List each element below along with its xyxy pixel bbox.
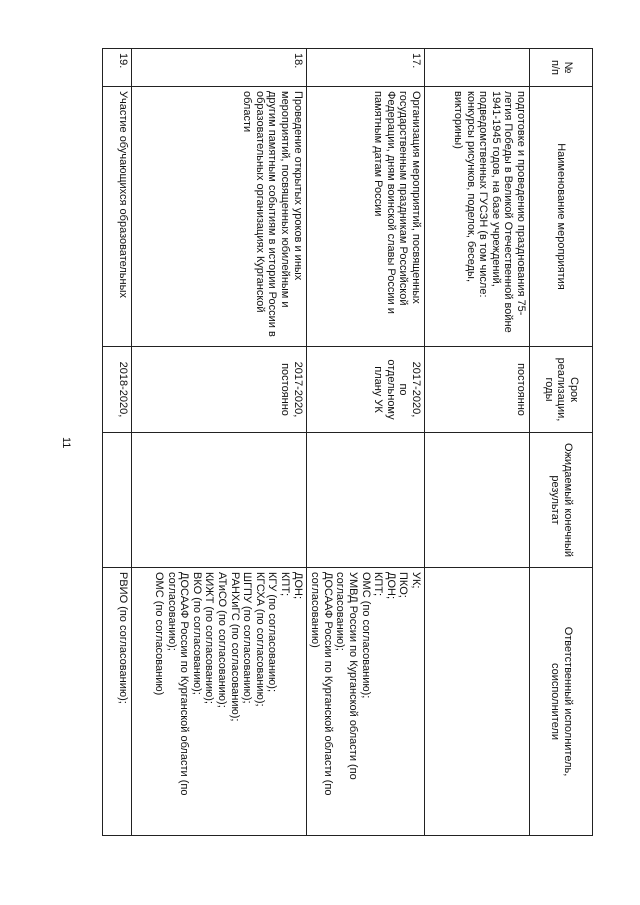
cell-num: 17. [306, 49, 424, 87]
cell-name: подготовке и проведению празднования 75-летия Победы в Великой Отечественной войне 1941-1945 годов, на базе учреждений, подведомственных ГУСЗН (в том числе: конкурсы рисунков, поделок, беседы, викторины) [425, 87, 530, 347]
header-executor: Ответственный исполнитель, соисполнители [530, 568, 593, 836]
header-num: № п/п [530, 49, 593, 87]
cell-term: 2017-2020, по отдельному плану УК [306, 347, 424, 433]
header-name: Наименование мероприятия [530, 87, 593, 347]
cell-name: Проведение открытых уроков и иных мероприятий, посвященных юбилейным и другим памятным событиям в истории России в образовательных организациях Курганской области [131, 87, 306, 347]
cell-num [425, 49, 530, 87]
cell-executor: РВИО (по согласованию); [102, 568, 131, 836]
plan-table [102, 48, 593, 836]
cell-executor [425, 568, 530, 836]
cell-name: Участие обучающихся образовательных [102, 87, 131, 347]
cell-term: постоянно [425, 347, 530, 433]
cell-result [102, 433, 131, 568]
cell-num: 19. [102, 49, 131, 87]
header-row [530, 49, 593, 836]
cell-num: 18. [131, 49, 306, 87]
header-term: Срок реализации, годы [530, 347, 593, 433]
cell-result [306, 433, 424, 568]
rotated-document-table [107, 48, 593, 835]
cell-result [425, 433, 530, 568]
cell-executor: ДОН; КПТ; КГУ (по согласованию); КГСХА (по согласованию); ШГПУ (по согласованию); РАНХиГС (по согласованию); АТиСО (по согласованию); КИЖТ (по согласованию); ВКО (по согласованию); ДОСААФ России по Курганской области (по согласованию); ОМС (по согласованию) [131, 568, 306, 836]
cell-result [131, 433, 306, 568]
page-number: 11 [60, 437, 72, 449]
header-result: Ожидаемый конечный результат [530, 433, 593, 568]
table-row [131, 49, 306, 836]
cell-term: 2017-2020, постоянно [131, 347, 306, 433]
table-row [102, 49, 131, 836]
table-row [425, 49, 530, 836]
cell-term: 2018-2020, [102, 347, 131, 433]
cell-executor: УК; ПКО; ДОН; КПТ; ОМС (по согласованию); УМВД России по Курганской области (по согласованию); ДОСААФ России по Курганской области (по согласованию) [306, 568, 424, 836]
cell-name: Организация мероприятий, посвященных государственным праздникам Российской Федерации, дням воинской славы России и памятным датам России [306, 87, 424, 347]
table-row [306, 49, 424, 836]
